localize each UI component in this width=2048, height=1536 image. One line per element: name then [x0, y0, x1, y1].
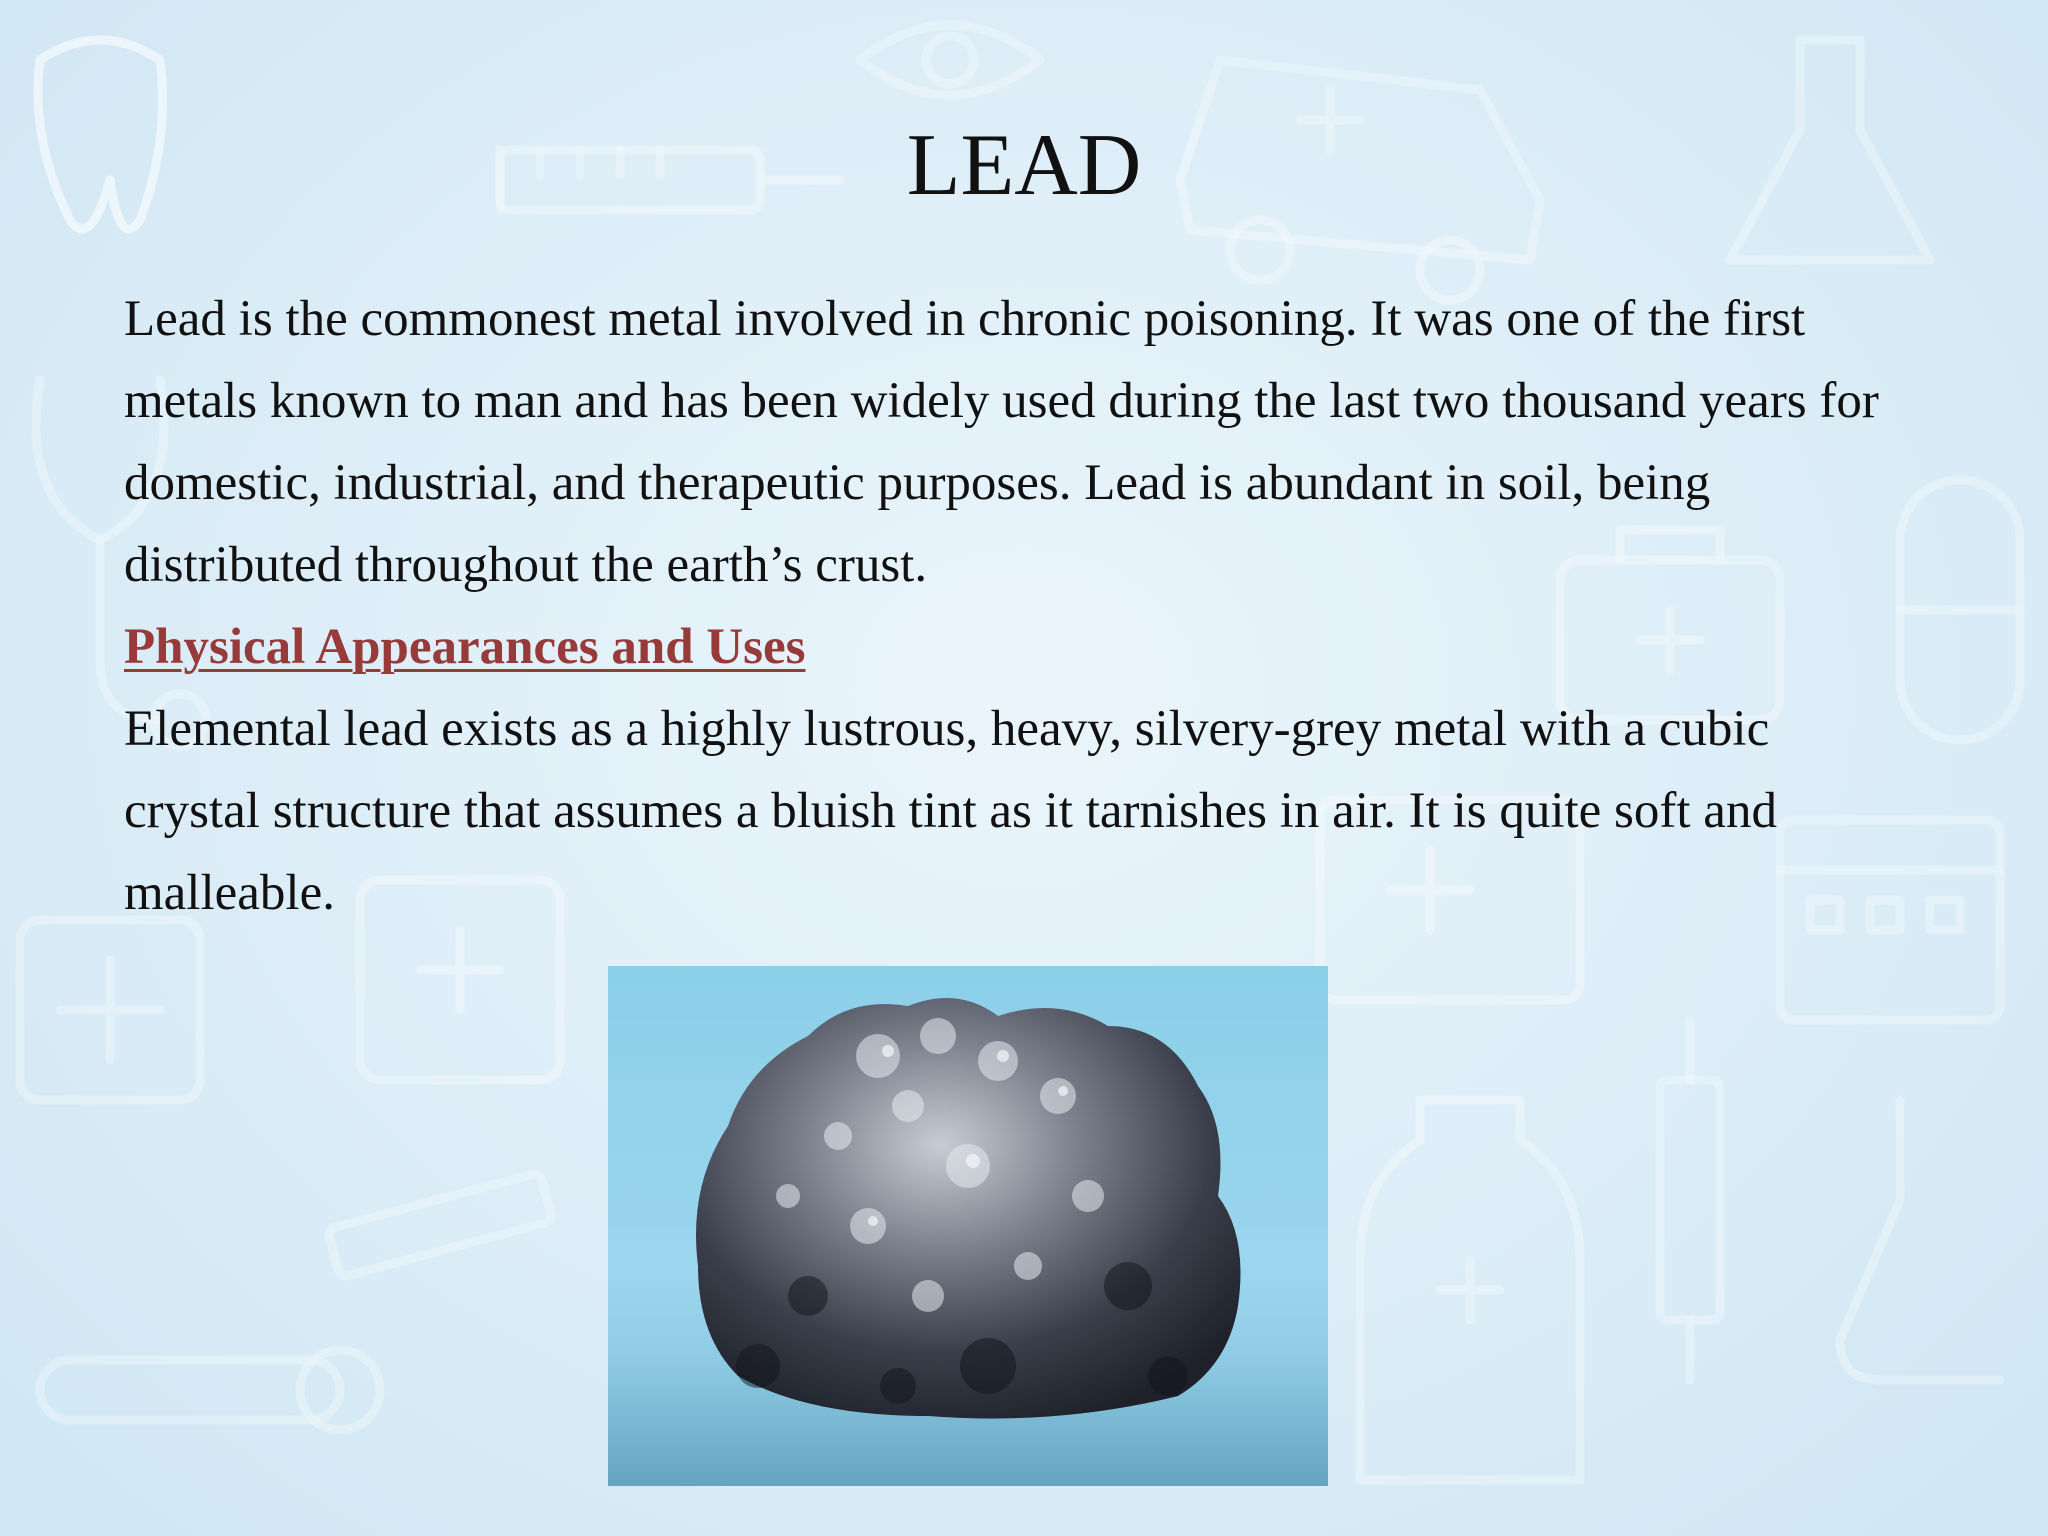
syringe-icon	[1660, 1020, 1720, 1380]
intro-paragraph: Lead is the commonest metal involved in chronic poisoning. It was one of the first metals known to man and has been widely used during the last two thousand years for domestic, industrial, and therapeutic purposes. Lead is abundant in soil, being distributed throughout the earth’s crust.	[124, 291, 1879, 593]
lead-ore-illustration	[608, 966, 1328, 1486]
description-paragraph: Elemental lead exists as a highly lustrous, heavy, silvery-grey metal with a cubic crystal structure that assumes a bluish tint as it tarnishes in air. It is quite soft and malleable.	[124, 701, 1777, 921]
thermometer-icon	[40, 1350, 380, 1430]
bottle-icon	[1360, 1100, 1580, 1480]
slide-title: LEAD	[906, 117, 1142, 214]
eye-icon	[860, 25, 1040, 95]
syringe-icon	[327, 1172, 552, 1277]
lead-ore-photo	[608, 966, 1328, 1486]
slide-body	[124, 278, 1914, 934]
pill-icon	[1900, 480, 2020, 740]
first-aid-icon	[20, 920, 200, 1100]
section-subheading: Physical Appearances and Uses	[124, 619, 806, 675]
flask-icon	[1840, 1100, 2000, 1380]
